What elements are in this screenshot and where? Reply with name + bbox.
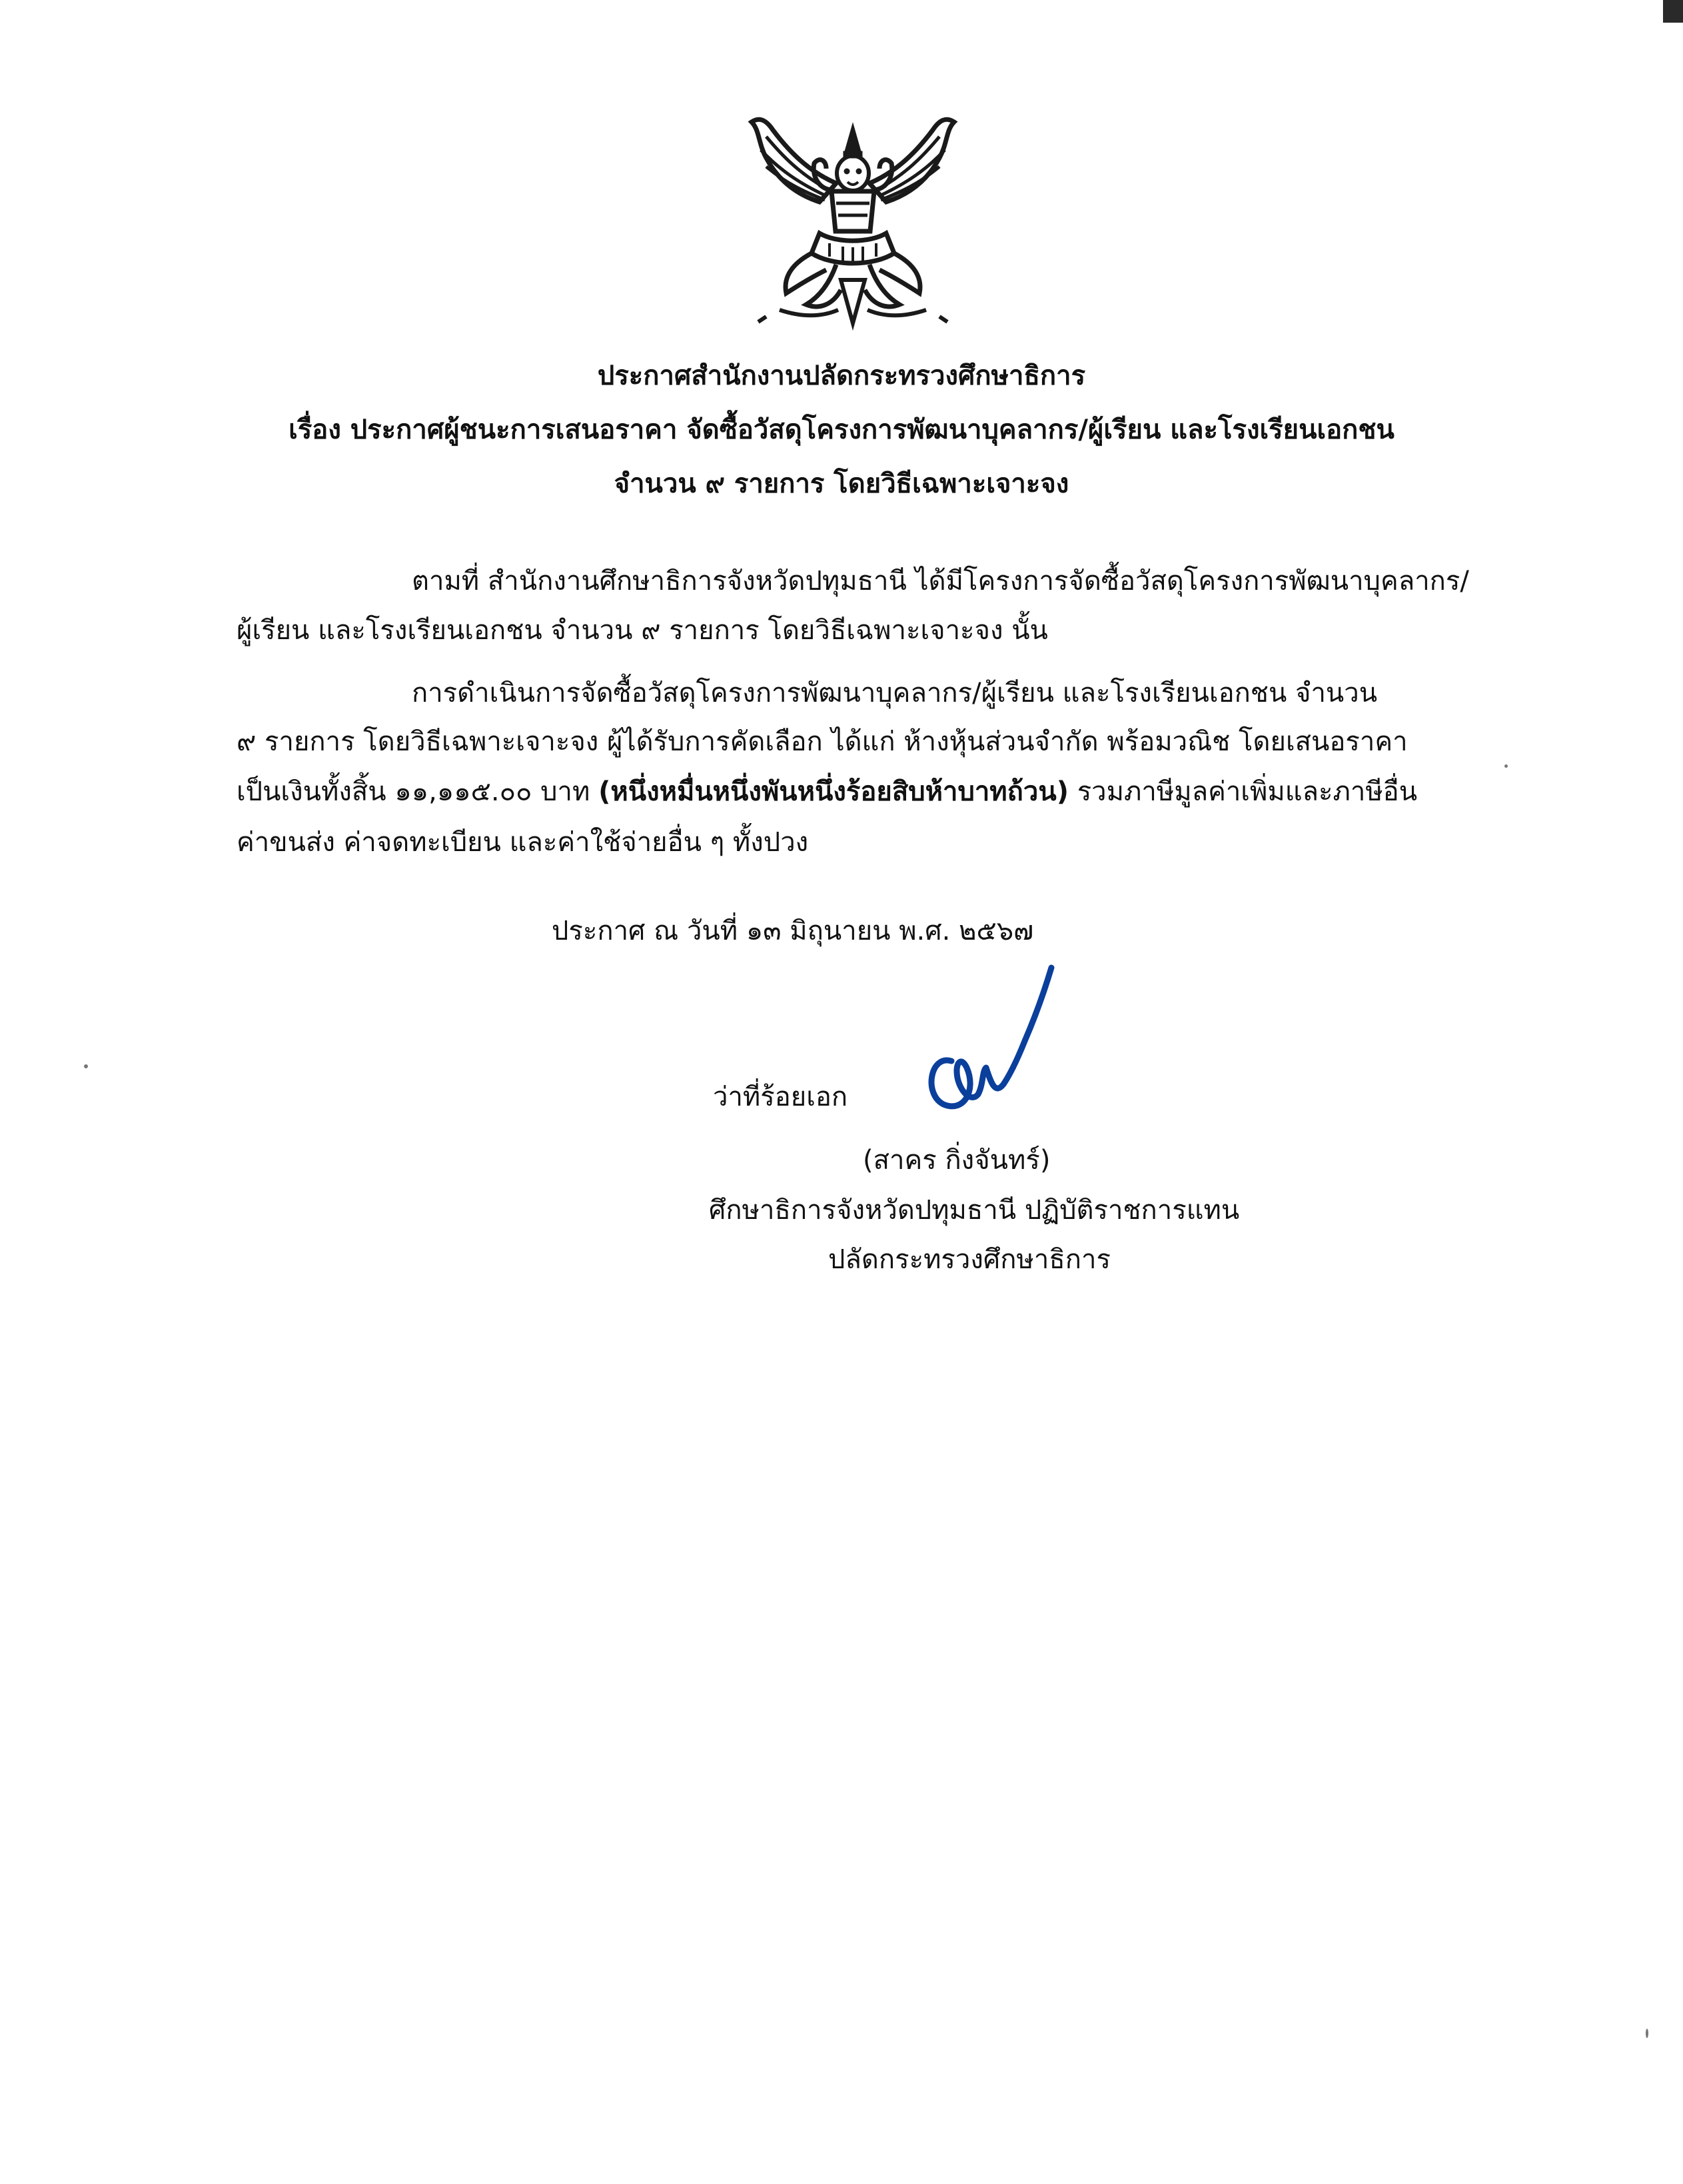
announcement-subject-continuation: จำนวน ๙ รายการ โดยวิธีเฉพาะเจาะจง [614, 469, 1069, 499]
announcement-title: ประกาศสำนักงานปลัดกระทรวงศึกษาธิการ [597, 361, 1086, 391]
amount-text: เป็นเงินทั้งสิ้น ๑๑,๑๑๕.๐๐ บาท [237, 776, 599, 807]
announcement-date: ประกาศ ณ วันที่ ๑๓ มิถุนายน พ.ศ. ๒๕๖๗ [552, 916, 1034, 946]
paragraph-2-line-3 [237, 773, 1417, 810]
paragraph-1-line-1: ตามที่ สำนักงานศึกษาธิการจังหวัดปทุมธานี ได้มีโครงการจัดซื้อวัสดุโครงการพัฒนาบุคลากร/ [412, 566, 1469, 596]
scan-speck [1504, 764, 1508, 768]
scan-speck [84, 1064, 88, 1068]
amount-in-words: (หนึ่งหมื่นหนึ่งพันหนึ่งร้อยสิบห้าบาทถ้วน) [598, 776, 1069, 807]
tax-note-text: รวมภาษีมูลค่าเพิ่มและภาษีอื่น [1068, 776, 1418, 807]
announcement-subject: เรื่อง ประกาศผู้ชนะการเสนอราคา จัดซื้อวัสดุโครงการพัฒนาบุคลากร/ผู้เรียน และโรงเรียนเอกชน [288, 415, 1395, 445]
signatory-position-line-1: ศึกษาธิการจังหวัดปทุมธานี ปฏิบัติราชการแทน [709, 1195, 1240, 1226]
signatory-rank: ว่าที่ร้อยเอก [713, 1082, 848, 1112]
paragraph-2-line-2: ๙ รายการ โดยวิธีเฉพาะเจาะจง ผู้ได้รับการคัดเลือก ได้แก่ ห้างหุ้นส่วนจำกัด พร้อมวณิช โดยเสนอราคา [237, 726, 1408, 757]
signatory-position-line-2: ปลัดกระทรวงศึกษาธิการ [828, 1244, 1111, 1275]
handwritten-signature [903, 961, 1057, 1121]
paragraph-1-line-2: ผู้เรียน และโรงเรียนเอกชน จำนวน ๙ รายการ โดยวิธีเฉพาะเจาะจง นั้น [237, 615, 1048, 646]
paragraph-2-line-4: ค่าขนส่ง ค่าจดทะเบียน และค่าใช้จ่ายอื่น ๆ ทั้งปวง [237, 827, 809, 858]
paragraph-2-line-1: การดำเนินการจัดซื้อวัสดุโครงการพัฒนาบุคลากร/ผู้เรียน และโรงเรียนเอกชน จำนวน [412, 678, 1378, 708]
garuda-emblem-icon [720, 110, 986, 340]
signatory-name: (สาคร กิ่งจันทร์) [863, 1145, 1051, 1176]
scan-corner-mark [1663, 0, 1683, 23]
scan-speck [1646, 2029, 1648, 2038]
